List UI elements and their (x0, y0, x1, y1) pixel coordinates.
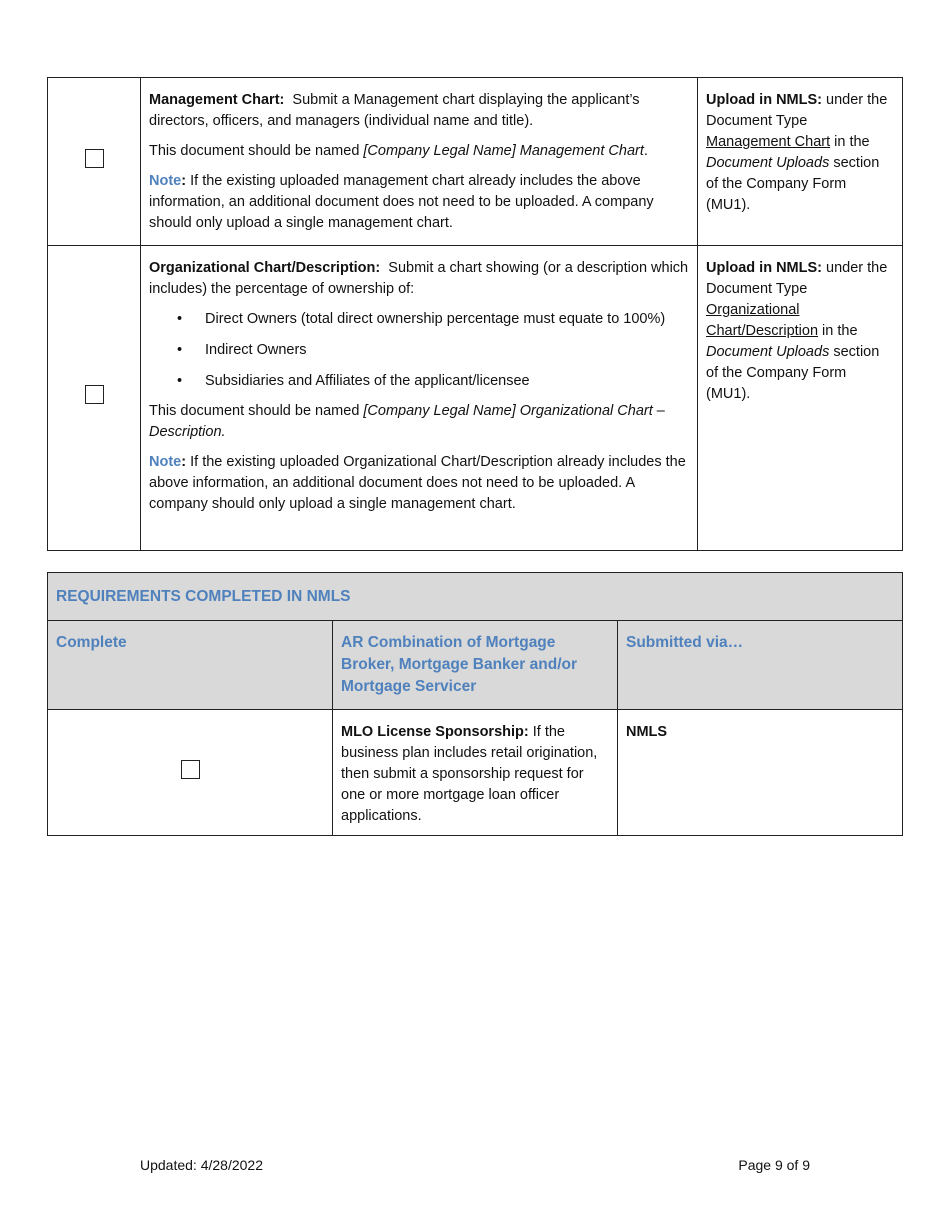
note-colon: : (181, 454, 187, 470)
upload-text-2: in the (818, 323, 858, 339)
upload-label: Upload in NMLS: (706, 92, 822, 108)
ownership-list (149, 309, 689, 392)
upload-text-1: under the Document Type (706, 92, 888, 129)
upload-text-3: section of the Company Form (MU1). (706, 344, 880, 402)
document-uploads: Document Uploads (706, 344, 830, 360)
checkbox-organizational-chart[interactable] (85, 385, 104, 404)
list-item (149, 340, 689, 361)
naming-name: [Company Legal Name] Organizational Chart (363, 403, 653, 419)
requirement-text: If the business plan includes retail origination, then submit a sponsorship request for one or more mortgage loan officer applications. (341, 724, 598, 824)
note-colon: : (181, 173, 187, 189)
footer-updated-date: Updated: 4/28/2022 (140, 1157, 263, 1173)
naming-prefix: This document should be named (149, 143, 364, 159)
requirement-description (149, 258, 689, 300)
upload-label: Upload in NMLS: (706, 260, 822, 276)
document-type: Organizational Chart/Description (706, 302, 819, 339)
list-item-text: Subsidiaries and Affiliates of the applicant/licensee (205, 373, 530, 389)
column-header-submitted: Submitted via… (618, 621, 903, 710)
column-header-row (48, 621, 903, 710)
nmls-requirements-table (47, 572, 903, 836)
note-text: If the existing uploaded management chart already includes the above information, an additional document does not need to be uploaded. A company should only upload a single management chart. (149, 173, 654, 231)
section-title-row (48, 573, 903, 621)
naming-prefix: This document should be named (149, 403, 364, 419)
requirement-cell (333, 710, 618, 836)
submission-cell (698, 246, 903, 551)
requirement-text: Submit a chart showing (or a description which includes) the percentage of ownership of: (149, 260, 689, 297)
naming-instruction (149, 401, 689, 443)
requirement-description (149, 90, 689, 132)
note-label: Note (149, 173, 182, 189)
note-paragraph (149, 452, 689, 515)
naming-dash: – (652, 403, 665, 419)
submission-cell (618, 710, 903, 836)
bullet-icon: • (177, 342, 183, 358)
footer-page-number: Page 9 of 9 (738, 1157, 810, 1173)
complete-cell (48, 78, 141, 246)
upload-text-3: section of the Company Form (MU1). (706, 155, 880, 213)
column-header-requirement: AR Combination of Mortgage Broker, Mortgage Banker and/or Mortgage Servicer (333, 621, 618, 710)
checkbox-management-chart[interactable] (85, 149, 104, 168)
requirement-title: MLO License Sponsorship: (341, 724, 529, 740)
note-label: Note (149, 454, 182, 470)
requirement-title: Management Chart: (149, 92, 285, 108)
requirement-cell (141, 78, 698, 246)
naming-suffix: . (643, 143, 648, 159)
requirements-table (47, 77, 903, 551)
list-item-text: Indirect Owners (205, 342, 307, 358)
list-item-text: Direct Owners (total direct ownership percentage must equate to 100%) (205, 311, 666, 327)
upload-text-2: in the (830, 134, 870, 150)
requirement-title: Organizational Chart/Description: (149, 260, 381, 276)
note-text: If the existing uploaded Organizational Chart/Description already includes the above information, an additional document does not need to be uploaded. A company should only upload a single management chart. (149, 454, 686, 512)
naming-name-2: Description. (149, 424, 226, 440)
list-item (149, 309, 689, 330)
requirement-cell (141, 246, 698, 551)
submitted-via-value: NMLS (626, 724, 668, 740)
table-row-management-chart (48, 78, 903, 246)
naming-instruction (149, 141, 689, 162)
note-paragraph (149, 171, 689, 234)
upload-text-1: under the Document Type (706, 260, 888, 297)
complete-cell (48, 246, 141, 551)
table-row-organizational-chart (48, 246, 903, 551)
complete-cell (48, 710, 333, 836)
document-uploads: Document Uploads (706, 155, 830, 171)
section-title: REQUIREMENTS COMPLETED IN NMLS (48, 573, 903, 621)
requirement-text: Submit a Management chart displaying the applicant’s directors, officers, and managers (individual name and title). (149, 92, 640, 129)
naming-name: [Company Legal Name] Management Chart (363, 143, 644, 159)
bullet-icon: • (177, 311, 183, 327)
list-item (149, 371, 689, 392)
submission-cell (698, 78, 903, 246)
document-type: Management Chart (706, 134, 831, 150)
column-header-complete: Complete (48, 621, 333, 710)
table-row-mlo-sponsorship (48, 710, 903, 836)
checkbox-mlo-sponsorship[interactable] (181, 760, 200, 779)
bullet-icon: • (177, 373, 183, 389)
